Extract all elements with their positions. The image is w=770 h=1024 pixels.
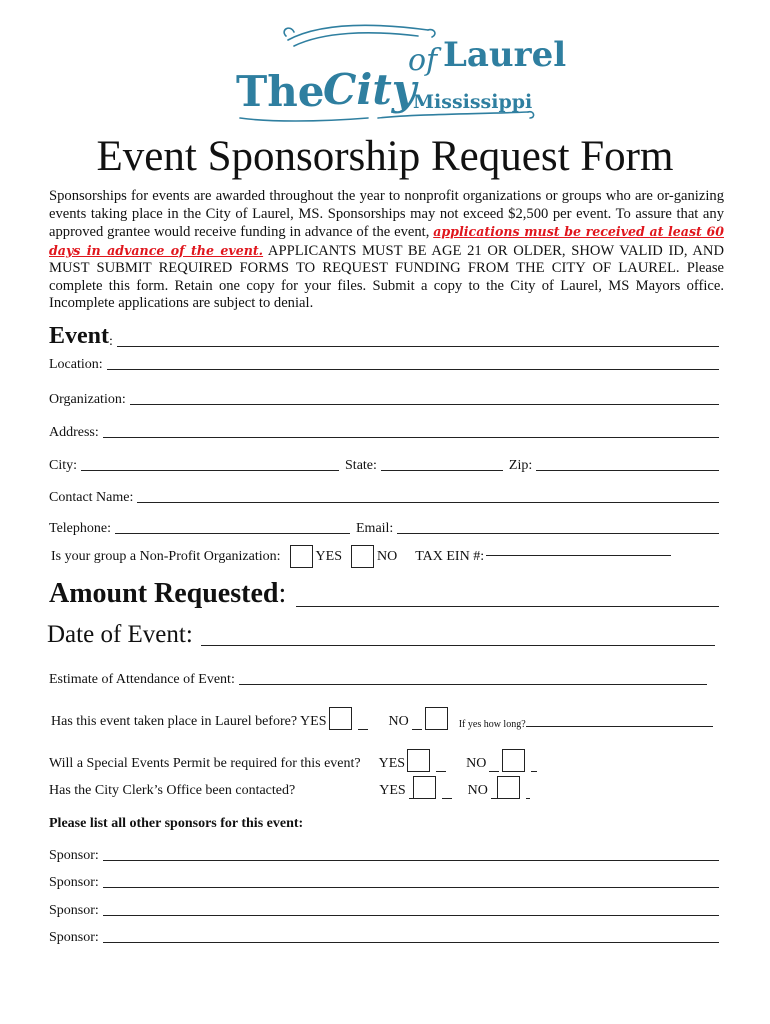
permit-yes-checkbox[interactable]: [407, 749, 430, 772]
attendance-field[interactable]: [239, 684, 707, 685]
logo-of: of: [408, 43, 438, 78]
organization-row: [49, 392, 719, 408]
zip-label: Zip:: [508, 458, 533, 473]
city-field[interactable]: [81, 470, 339, 471]
taken-place-yes-underline: [358, 729, 368, 730]
logo-state: Mississippi: [413, 91, 533, 113]
state-field[interactable]: [381, 470, 503, 471]
nonprofit-no-checkbox[interactable]: [351, 545, 374, 568]
nonprofit-yes-checkbox[interactable]: [290, 545, 313, 568]
sponsor-field-3[interactable]: [103, 915, 719, 916]
taken-place-no-checkbox[interactable]: [425, 707, 448, 730]
email-label: Email:: [356, 521, 394, 536]
permit-no-checkbox[interactable]: [502, 749, 525, 772]
page-title: Event Sponsorship Request Form: [96, 133, 674, 180]
clerk-yes-label: YES: [379, 783, 406, 798]
nonprofit-yes-label: YES: [315, 548, 342, 564]
sponsor-label-1: Sponsor:: [49, 848, 99, 863]
contact-name-field[interactable]: [137, 502, 719, 503]
taken-place-no-label: NO: [388, 714, 409, 729]
clerk-contacted-label: Has the City Clerk’s Office been contacted?: [49, 783, 296, 798]
contact-row: [49, 490, 719, 506]
sponsor-field-4[interactable]: [103, 942, 719, 943]
intro-paragraph: [49, 188, 724, 313]
event-field[interactable]: [117, 346, 719, 347]
organization-field[interactable]: [130, 404, 719, 405]
telephone-field[interactable]: [115, 533, 350, 534]
date-of-event-field[interactable]: [201, 645, 715, 646]
permit-no-underline-after: [531, 771, 537, 772]
amount-colon: :: [278, 578, 287, 609]
sponsor-label-3: Sponsor:: [49, 903, 99, 918]
clerk-no-underline-after: [526, 798, 530, 799]
permit-no-label: NO: [466, 756, 487, 771]
location-row: [49, 357, 719, 373]
amount-row: [49, 578, 719, 610]
location-label: Location:: [49, 357, 103, 372]
sponsor-label-4: Sponsor:: [49, 930, 99, 945]
sponsor-row: [49, 848, 719, 864]
logo-laurel: Laurel: [443, 35, 567, 75]
permit-no-underline: [489, 771, 499, 772]
event-label: Event: [49, 323, 109, 349]
address-field[interactable]: [103, 437, 719, 438]
clerk-no-checkbox[interactable]: [497, 776, 520, 799]
clerk-yes-checkbox[interactable]: [413, 776, 436, 799]
organization-label: Organization:: [49, 392, 126, 407]
sponsors-heading-row: [49, 816, 719, 832]
contact-name-label: Contact Name:: [49, 490, 134, 505]
intro-part-2: APPLICANTS MUST BE AGE 21 OR OLDER, SHOW VALID ID, AND MUST SUBMIT REQUIRED FORMS TO REQUEST FUNDING FROM THE CITY OF LAUREL. Please complete this form. Retain one copy for your files. Submit a copy to the City of Laurel, MS Mayors office. Incomplete applications are subject to denial.: [49, 242, 724, 311]
email-field[interactable]: [397, 533, 719, 534]
date-of-event-label: Date of Event:: [47, 621, 193, 648]
logo-the: The: [236, 67, 325, 116]
sponsor-field-2[interactable]: [103, 887, 719, 888]
how-long-label: If yes how long?: [458, 719, 526, 730]
tax-ein-label: TAX EIN #:: [415, 548, 485, 564]
sponsor-field-1[interactable]: [103, 860, 719, 861]
city-of-laurel-logo: [228, 18, 567, 130]
sponsor-row: [49, 903, 719, 919]
permit-row: [49, 749, 719, 772]
clerk-row: [49, 776, 719, 799]
event-row: [49, 323, 719, 350]
amount-requested-field[interactable]: [296, 606, 719, 607]
clerk-no-label: NO: [467, 783, 488, 798]
attendance-label: Estimate of Attendance of Event:: [49, 672, 235, 687]
special-permit-label: Will a Special Events Permit be required for this event?: [49, 756, 361, 771]
sponsor-row: [49, 930, 719, 946]
zip-field[interactable]: [536, 470, 719, 471]
intro-emphasis: applications must be received at least 60 days in advance of the event.: [49, 224, 724, 258]
nonprofit-no-label: NO: [376, 548, 398, 564]
how-long-field[interactable]: [526, 726, 713, 727]
permit-yes-underline: [436, 771, 446, 772]
state-label: State:: [345, 458, 377, 473]
taken-place-label: Has this event taken place in Laurel before? YES: [51, 714, 327, 729]
taken-place-no-underline: [412, 729, 422, 730]
clerk-yes-underline-after: [442, 798, 452, 799]
intro-part-1: Sponsorships for events are awarded throughout the year to nonprofit organizations or groups who are or-ganizing events taking place in the City of Laurel, MS. Sponsorships may not exceed $2,500 per event. To assure that any approved grantee would receive funding in advance of the event,: [49, 188, 724, 240]
sponsor-row: [49, 875, 719, 891]
address-label: Address:: [49, 425, 99, 440]
city-state-zip-row: [49, 458, 719, 474]
telephone-label: Telephone:: [49, 521, 111, 536]
sponsor-label-2: Sponsor:: [49, 875, 99, 890]
city-label: City:: [49, 458, 78, 473]
sponsors-heading: Please list all other sponsors for this event:: [49, 816, 304, 831]
amount-requested-label: Amount Requested: [49, 578, 279, 609]
phone-email-row: [49, 521, 719, 537]
attendance-row: [49, 672, 707, 688]
logo-city: City: [323, 65, 417, 114]
taken-place-yes-checkbox[interactable]: [329, 707, 352, 730]
nonprofit-label: Is your group a Non-Profit Organization:: [51, 548, 281, 564]
event-colon: :: [109, 334, 113, 349]
permit-yes-label: YES: [378, 756, 406, 771]
nonprofit-row: [49, 545, 719, 568]
date-row: [47, 621, 715, 649]
location-field[interactable]: [107, 369, 719, 370]
taken-place-row: [51, 707, 713, 730]
address-row: [49, 425, 719, 441]
tax-ein-field[interactable]: [486, 555, 671, 556]
